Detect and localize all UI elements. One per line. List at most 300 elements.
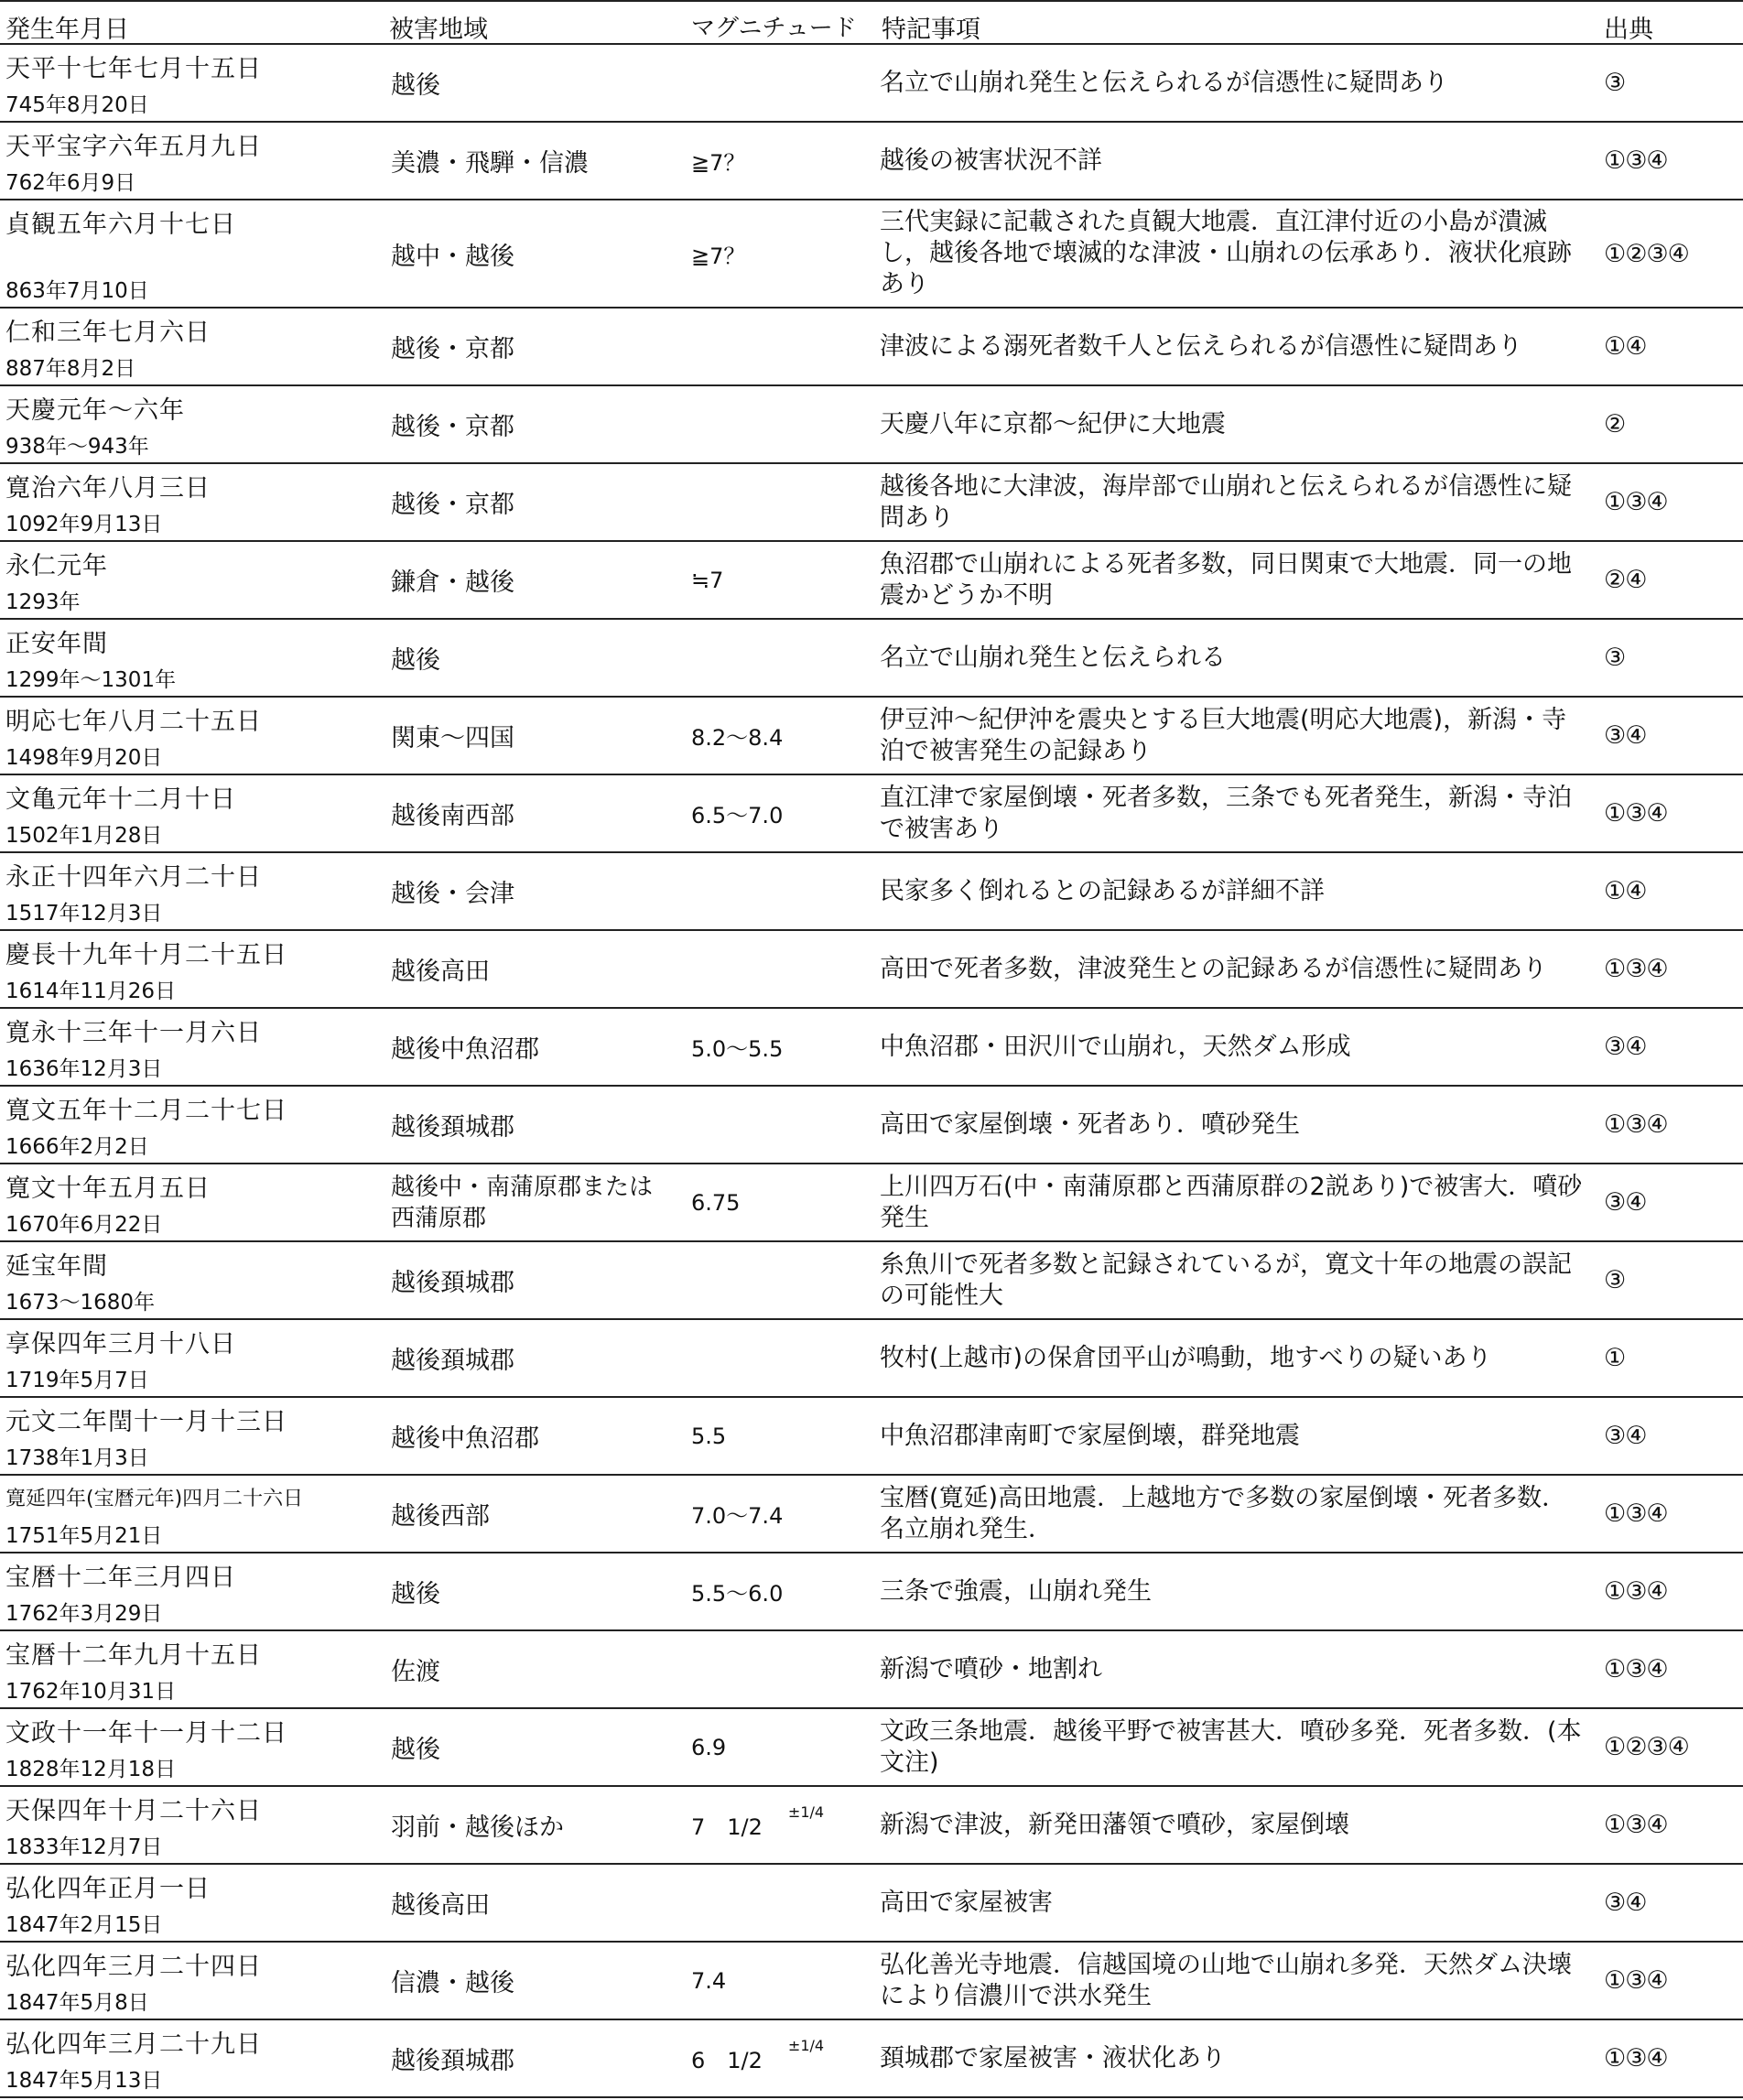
magnitude-cell (673, 45, 880, 121)
special-notes: 中魚沼郡津南町で家屋倒壊，群発地震 (880, 1421, 1300, 1450)
japanese-era-date: 寛文五年十二月二十七日 (5, 1097, 287, 1125)
magnitude-value (673, 2020, 880, 2096)
date-cell (0, 386, 384, 462)
source-cell (1596, 1242, 1743, 1318)
special-notes: 糸魚川で死者多数と記録されているが，寛文十年の地震の誤記の可能性大 (880, 1250, 1572, 1310)
magnitude-cell (673, 1164, 880, 1240)
magnitude-text: 5.5～6.0 (691, 1581, 784, 1607)
magnitude-value (673, 853, 880, 929)
special-notes: 三代実録に記載された貞観大地震．直江津付近の小島が潰滅し，越後各地で壊滅的な津波・山崩れの伝承あり．液状化痕跡あり (880, 208, 1572, 298)
western-date: 938年～943年 (5, 435, 149, 459)
special-notes: 伊豆沖～紀伊沖を震央とする巨大地震(明応大地震)，新潟・寺泊で被害発生の記録あり (880, 705, 1567, 765)
magnitude-cell (673, 200, 880, 307)
notes-cell (880, 1320, 1596, 1396)
magnitude-text: ≒7 (691, 567, 724, 593)
source-cell (1596, 1787, 1743, 1863)
date-cell (0, 1553, 384, 1629)
header-region: 被害地域 (389, 16, 488, 44)
date-cell (0, 698, 384, 774)
source-refs: ①③④ (1604, 955, 1668, 983)
damaged-region: 越後高田 (391, 1891, 490, 1920)
magnitude-cell (673, 1398, 880, 1474)
japanese-era-date: 天保四年十月二十六日 (5, 1797, 262, 1825)
special-notes: 直江津で家屋倒壊・死者多数，三条でも死者発生，新潟・寺泊で被害あり (880, 783, 1572, 843)
region-cell (384, 1476, 673, 1552)
western-date: 1673～1680年 (5, 1291, 156, 1315)
region-cell (384, 1943, 673, 2019)
magnitude-value (673, 1242, 880, 1318)
notes-cell (880, 1943, 1596, 2019)
table-row (0, 1164, 1743, 1242)
special-notes: 越後各地に大津波，海岸部で山崩れと伝えられるが信憑性に疑問あり (880, 471, 1572, 532)
magnitude-text: 5.0～5.5 (691, 1036, 784, 1062)
western-date: 1614年11月26日 (5, 980, 177, 1003)
region-cell (384, 1865, 673, 1941)
magnitude-cell (673, 1242, 880, 1318)
magnitude-value (673, 1476, 880, 1552)
western-date: 1517年12月3日 (5, 902, 163, 926)
magnitude-value (673, 620, 880, 696)
region-cell (384, 853, 673, 929)
magnitude-text: 7.4 (691, 1967, 727, 1994)
source-cell (1596, 200, 1743, 307)
source-cell (1596, 45, 1743, 121)
damaged-region: 越後・京都 (391, 335, 514, 363)
source-refs: ③ (1604, 69, 1626, 97)
date-cell (0, 1631, 384, 1707)
date-cell (0, 1943, 384, 2019)
table-row (0, 931, 1743, 1009)
table-row (0, 1087, 1743, 1164)
magnitude-text: 6.75 (691, 1189, 741, 1216)
notes-cell (880, 123, 1596, 199)
region-cell (384, 1242, 673, 1318)
magnitude-value (673, 1787, 880, 1863)
region-cell (384, 542, 673, 618)
japanese-era-date: 慶長十九年十月二十五日 (5, 941, 287, 969)
magnitude-cell (673, 1865, 880, 1941)
damaged-region: 越後西部 (391, 1502, 490, 1531)
source-refs: ①④ (1604, 877, 1647, 905)
source-refs: ①③④ (1604, 799, 1668, 828)
japanese-era-date: 天慶元年～六年 (5, 396, 185, 425)
source-cell (1596, 1631, 1743, 1707)
date-cell (0, 1320, 384, 1396)
western-date: 1847年2月15日 (5, 1913, 163, 1937)
table-row (0, 1553, 1743, 1631)
header-source: 出典 (1604, 16, 1653, 44)
table-row (0, 1787, 1743, 1865)
western-date: 1847年5月13日 (5, 2069, 163, 2093)
special-notes: 上川四万石(中・南蒲原郡と西蒲原群の2説あり)で被害大．噴砂発生 (880, 1172, 1583, 1232)
source-refs: ③④ (1604, 1188, 1647, 1217)
notes-cell (880, 2020, 1596, 2096)
region-cell (384, 1553, 673, 1629)
region-cell (384, 698, 673, 774)
magnitude-value (673, 1553, 880, 1629)
western-date: 1847年5月8日 (5, 1991, 149, 2015)
region-cell (384, 309, 673, 384)
magnitude-cell (673, 620, 880, 696)
special-notes: 弘化善光寺地震．信越国境の山地で山崩れ多発．天然ダム決壊により信濃川で洪水発生 (880, 1950, 1572, 2010)
notes-cell (880, 1787, 1596, 1863)
western-date: 1498年9月20日 (5, 746, 163, 770)
table-row (0, 1320, 1743, 1398)
notes-cell (880, 1631, 1596, 1707)
source-refs: ①③④ (1604, 1811, 1668, 1839)
special-notes: 高田で家屋被害 (880, 1888, 1053, 1917)
western-date: 863年7月10日 (5, 279, 149, 303)
special-notes: 民家多く倒れるとの記録あるが詳細不詳 (880, 876, 1325, 905)
magnitude-value (673, 1865, 880, 1941)
source-cell (1596, 1398, 1743, 1474)
date-cell (0, 309, 384, 384)
date-cell (0, 931, 384, 1007)
damaged-region: 越後中魚沼郡 (391, 1035, 539, 1064)
magnitude-cell (673, 1476, 880, 1552)
magnitude-text: 6.5～7.0 (691, 803, 784, 828)
date-cell (0, 775, 384, 851)
magnitude-value (673, 386, 880, 462)
magnitude-value (673, 1631, 880, 1707)
magnitude-value (673, 464, 880, 540)
source-refs: ①②③④ (1604, 1733, 1689, 1761)
special-notes: 名立で山崩れ発生と伝えられるが信憑性に疑問あり (880, 68, 1448, 97)
table-row (0, 200, 1743, 309)
magnitude-cell (673, 2020, 880, 2096)
date-cell (0, 45, 384, 121)
notes-cell (880, 464, 1596, 540)
japanese-era-date: 貞観五年六月十七日 (5, 211, 236, 239)
date-cell (0, 542, 384, 618)
magnitude-value (673, 123, 880, 199)
notes-cell (880, 309, 1596, 384)
japanese-era-date: 正安年間 (5, 630, 108, 658)
table-row (0, 1009, 1743, 1087)
japanese-era-date: 延宝年間 (5, 1252, 108, 1281)
region-cell (384, 1320, 673, 1396)
source-cell (1596, 123, 1743, 199)
table-row (0, 1398, 1743, 1476)
table-row (0, 386, 1743, 464)
notes-cell (880, 542, 1596, 618)
western-date: 1719年5月7日 (5, 1369, 149, 1392)
table-row (0, 853, 1743, 931)
magnitude-text: 6.9 (691, 1734, 727, 1760)
magnitude-value (673, 542, 880, 618)
damaged-region: 羽前・越後ほか (391, 1813, 564, 1842)
damaged-region: 越後・会津 (391, 880, 514, 908)
japanese-era-date: 文亀元年十二月十日 (5, 785, 236, 814)
special-notes: 魚沼郡で山崩れによる死者多数，同日関東で大地震．同一の地震かどうか不明 (880, 549, 1572, 610)
region-cell (384, 1398, 673, 1474)
notes-cell (880, 853, 1596, 929)
table-row (0, 1943, 1743, 2020)
western-date: 762年6月9日 (5, 171, 136, 195)
date-cell (0, 2020, 384, 2096)
damaged-region: 越後頚城郡 (391, 1347, 514, 1375)
source-cell (1596, 1476, 1743, 1552)
date-cell (0, 620, 384, 696)
notes-cell (880, 1009, 1596, 1085)
japanese-era-date: 宝暦十二年三月四日 (5, 1564, 236, 1592)
magnitude-cell (673, 1087, 880, 1163)
source-cell (1596, 1320, 1743, 1396)
region-cell (384, 1164, 673, 1240)
source-cell (1596, 775, 1743, 851)
date-cell (0, 123, 384, 199)
damaged-region: 越後高田 (391, 958, 490, 986)
special-notes: 宝暦(寛延)高田地震．上越地方で多数の家屋倒壊・死者多数．名立崩れ発生． (880, 1483, 1567, 1543)
magnitude-cell (673, 1943, 880, 2019)
special-notes: 名立で山崩れ発生と伝えられる (880, 643, 1226, 672)
source-refs: ①④ (1604, 332, 1647, 361)
japanese-era-date: 寛永十三年十一月六日 (5, 1019, 262, 1047)
source-refs: ①③④ (1604, 2044, 1668, 2073)
japanese-era-date: 明応七年八月二十五日 (5, 708, 262, 736)
source-cell (1596, 2020, 1743, 2096)
source-refs: ①③④ (1604, 1577, 1668, 1606)
damaged-region: 関東～四国 (391, 724, 514, 752)
header-date: 発生年月日 (5, 16, 129, 44)
source-cell (1596, 1009, 1743, 1085)
region-cell (384, 620, 673, 696)
source-refs: ③④ (1604, 1422, 1647, 1450)
magnitude-value (673, 1087, 880, 1163)
date-cell (0, 1242, 384, 1318)
notes-cell (880, 1398, 1596, 1474)
magnitude-text: 5.5 (691, 1423, 727, 1449)
magnitude-value (673, 200, 880, 307)
source-refs: ①③④ (1604, 146, 1668, 175)
special-notes: 天慶八年に京都～紀伊に大地震 (880, 409, 1226, 438)
table-row (0, 1865, 1743, 1943)
damaged-region: 越後・京都 (391, 413, 514, 441)
japanese-era-date: 寛文十年五月五日 (5, 1174, 211, 1203)
magnitude-text: 8.2～8.4 (691, 725, 784, 751)
notes-cell (880, 386, 1596, 462)
damaged-region: 越後 (391, 71, 440, 100)
source-cell (1596, 853, 1743, 929)
table-row (0, 2020, 1743, 2098)
table-row (0, 45, 1743, 123)
western-date: 1092年9月13日 (5, 513, 163, 536)
special-notes: 新潟で噴砂・地割れ (880, 1654, 1102, 1683)
notes-cell (880, 1242, 1596, 1318)
special-notes: 高田で死者多数，津波発生との記録あるが信憑性に疑問あり (880, 954, 1547, 983)
region-cell (384, 1009, 673, 1085)
magnitude-cell (673, 1631, 880, 1707)
japanese-era-date: 天平十七年七月十五日 (5, 55, 262, 83)
japanese-era-date: 寛治六年八月三日 (5, 474, 211, 503)
damaged-region: 佐渡 (391, 1658, 440, 1686)
magnitude-value (673, 1709, 880, 1785)
damaged-region: 越中・越後 (391, 242, 514, 271)
source-refs: ①③④ (1604, 1655, 1668, 1683)
western-date: 887年8月2日 (5, 357, 136, 381)
western-date: 745年8月20日 (5, 93, 149, 117)
magnitude-cell (673, 1709, 880, 1785)
date-cell (0, 200, 384, 307)
magnitude-value (673, 45, 880, 121)
western-date: 1299年～1301年 (5, 668, 177, 692)
magnitude-text: 7.0～7.4 (691, 1503, 784, 1529)
japanese-era-date: 寛延四年(宝暦元年)四月二十六日 (5, 1488, 304, 1510)
region-cell (384, 200, 673, 307)
special-notes: 中魚沼郡・田沢川で山崩れ，天然ダム形成 (880, 1032, 1351, 1061)
source-refs: ③④ (1604, 1889, 1647, 1917)
western-date: 1636年12月3日 (5, 1057, 163, 1081)
special-notes: 津波による溺死者数千人と伝えられるが信憑性に疑問あり (880, 331, 1522, 361)
source-cell (1596, 386, 1743, 462)
damaged-region: 鎌倉・越後 (391, 568, 514, 597)
special-notes: 頚城郡で家屋被害・液状化あり (880, 2043, 1226, 2073)
notes-cell (880, 775, 1596, 851)
magnitude-cell (673, 1553, 880, 1629)
western-date: 1751年5月21日 (5, 1524, 163, 1548)
japanese-era-date: 元文二年閏十一月十三日 (5, 1408, 287, 1436)
source-cell (1596, 1943, 1743, 2019)
magnitude-value (673, 1320, 880, 1396)
region-cell (384, 464, 673, 540)
notes-cell (880, 620, 1596, 696)
magnitude-cell (673, 309, 880, 384)
region-cell (384, 931, 673, 1007)
region-cell (384, 775, 673, 851)
magnitude-text: 7 1/2 (691, 1814, 763, 1840)
notes-cell (880, 1553, 1596, 1629)
special-notes: 文政三条地震．越後平野で被害甚大．噴砂多発．死者多数．(本文注) (880, 1716, 1582, 1777)
source-refs: ①③④ (1604, 1110, 1668, 1139)
magnitude-text: ≧7？ (691, 150, 746, 176)
region-cell (384, 123, 673, 199)
source-refs: ①③④ (1604, 1966, 1668, 1995)
magnitude-value (673, 775, 880, 851)
source-cell (1596, 620, 1743, 696)
japanese-era-date: 文政十一年十一月十二日 (5, 1719, 287, 1748)
region-cell (384, 45, 673, 121)
notes-cell (880, 698, 1596, 774)
special-notes: 高田で家屋倒壊・死者あり．噴砂発生 (880, 1110, 1300, 1139)
region-cell (384, 1087, 673, 1163)
source-cell (1596, 698, 1743, 774)
special-notes: 新潟で津波，新発田藩領で噴砂，家屋倒壊 (880, 1810, 1349, 1839)
source-cell (1596, 542, 1743, 618)
damaged-region: 越後 (391, 1580, 440, 1608)
source-cell (1596, 1087, 1743, 1163)
source-refs: ③④ (1604, 721, 1647, 750)
source-refs: ③④ (1604, 1033, 1647, 1061)
magnitude-text: ≧7？ (691, 243, 746, 269)
damaged-region: 越後中魚沼郡 (391, 1424, 539, 1453)
region-cell (384, 386, 673, 462)
source-refs: ①②③④ (1604, 239, 1689, 268)
table-row (0, 123, 1743, 200)
notes-cell (880, 45, 1596, 121)
table-body (0, 45, 1743, 2098)
magnitude-cell (673, 698, 880, 774)
japanese-era-date: 天平宝字六年五月九日 (5, 133, 262, 161)
table-row (0, 309, 1743, 386)
magnitude-cell (673, 1009, 880, 1085)
magnitude-cell (673, 386, 880, 462)
table-row (0, 464, 1743, 542)
magnitude-uncertainty: ±1/4 (787, 2037, 825, 2054)
japanese-era-date: 宝暦十二年九月十五日 (5, 1641, 262, 1670)
japanese-era-date: 弘化四年三月二十九日 (5, 2030, 262, 2059)
magnitude-cell (673, 464, 880, 540)
magnitude-cell (673, 1320, 880, 1396)
source-cell (1596, 464, 1743, 540)
magnitude-value (673, 309, 880, 384)
table-row (0, 1709, 1743, 1787)
date-cell (0, 1787, 384, 1863)
western-date: 1666年2月2日 (5, 1135, 149, 1159)
table-row (0, 775, 1743, 853)
western-date: 1828年12月18日 (5, 1758, 177, 1781)
date-cell (0, 1009, 384, 1085)
western-date: 1502年1月28日 (5, 824, 163, 848)
damaged-region: 越後南西部 (391, 802, 514, 830)
notes-cell (880, 200, 1596, 307)
magnitude-cell (673, 123, 880, 199)
magnitude-value (673, 1943, 880, 2019)
western-date: 1670年6月22日 (5, 1213, 163, 1237)
special-notes: 越後の被害状況不詳 (880, 146, 1102, 175)
magnitude-value (673, 1164, 880, 1240)
notes-cell (880, 931, 1596, 1007)
japanese-era-date: 永仁元年 (5, 552, 108, 580)
western-date: 1762年10月31日 (5, 1680, 177, 1704)
date-cell (0, 1476, 384, 1552)
region-cell (384, 1709, 673, 1785)
source-refs: ③ (1604, 1266, 1626, 1294)
source-cell (1596, 931, 1743, 1007)
magnitude-cell (673, 853, 880, 929)
source-cell (1596, 1709, 1743, 1785)
date-cell (0, 1164, 384, 1240)
damaged-region: 越後頚城郡 (391, 1113, 514, 1142)
japanese-era-date: 弘化四年正月一日 (5, 1875, 211, 1903)
date-cell (0, 853, 384, 929)
source-refs: ①③④ (1604, 1499, 1668, 1528)
source-refs: ② (1604, 410, 1626, 438)
damaged-region: 越後 (391, 1736, 440, 1764)
damaged-region: 信濃・越後 (391, 1969, 514, 1997)
magnitude-cell (673, 542, 880, 618)
magnitude-text: 6 1/2 (691, 2048, 763, 2073)
table-row (0, 1242, 1743, 1320)
japanese-era-date: 享保四年三月十八日 (5, 1330, 236, 1359)
western-date: 1738年1月3日 (5, 1446, 149, 1470)
notes-cell (880, 1164, 1596, 1240)
magnitude-cell (673, 931, 880, 1007)
source-refs: ③ (1604, 644, 1626, 672)
source-refs: ①③④ (1604, 488, 1668, 516)
date-cell (0, 1398, 384, 1474)
special-notes: 牧村(上越市)の保倉団平山が鳴動，地すべりの疑いあり (880, 1343, 1492, 1372)
damaged-region: 越後 (391, 646, 440, 675)
western-date: 1293年 (5, 590, 81, 614)
magnitude-value (673, 698, 880, 774)
region-cell (384, 2020, 673, 2096)
western-date: 1762年3月29日 (5, 1602, 163, 1626)
magnitude-cell (673, 775, 880, 851)
damaged-region: 越後頚城郡 (391, 2047, 514, 2075)
notes-cell (880, 1709, 1596, 1785)
header-magnitude: マグニチュード (691, 15, 857, 42)
notes-cell (880, 1865, 1596, 1941)
